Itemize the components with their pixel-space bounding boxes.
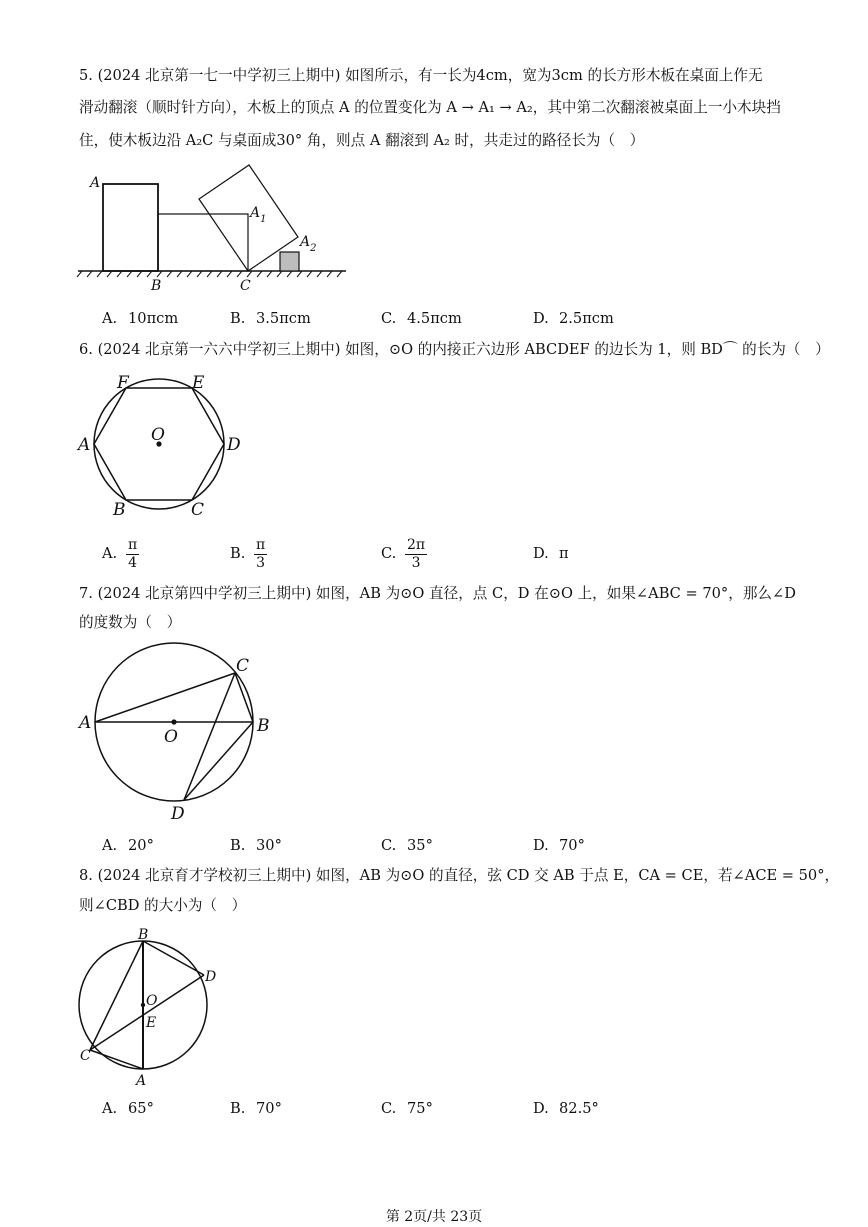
label-E: E [192,373,205,393]
label-D: D [205,969,217,985]
label-D: D [171,804,185,824]
label-A: A [136,1073,147,1089]
q5-option-c[interactable]: C. 4.5πcm [381,310,462,327]
label-E: E [146,1015,157,1031]
label-B: B [138,927,149,943]
label-A2: $A_2$ [300,234,317,254]
q7-line-2: 的度数为（ ） [79,614,182,631]
label-C: C [236,656,250,676]
q8-option-b[interactable]: B. 70° [230,1100,282,1117]
q8-options [0,1099,868,1129]
label-B: B [151,278,162,294]
q5-rolling-board-figure [70,160,360,300]
q5-option-a[interactable]: A. 10πcm [102,310,179,327]
q7-option-c[interactable]: C. 35° [381,837,433,854]
q5-options [0,309,868,339]
q8-option-d[interactable]: D. 82.5° [533,1100,599,1117]
q7-line-1: 7. (2024 北京第四中学初三上期中) 如图，AB 为⊙O 直径，点 C，D 在⊙O 上，如果∠ABC = 70°，那么∠D [79,585,796,602]
label-O: O [151,425,165,445]
q5-line-3: 住，使木板边沿 A₂C 与桌面成30° 角，则点 A 翻滚到 A₂ 时，共走过的路径长为（ ） [79,132,645,149]
q7-options [0,836,868,866]
label-C: C [191,500,205,520]
label-B: B [257,716,270,736]
q7-option-b[interactable]: B. 30° [230,837,282,854]
chord-AC [95,673,235,722]
center-point-O [171,719,176,724]
label-A: A [90,175,101,191]
q6-option-c[interactable]: C. $\frac{2\pi}{3}$ [381,537,426,571]
q8-line-1: 8. (2024 北京育才学校初三上期中) 如图，AB 为⊙O 的直径，弦 CD 交 AB 于点 E，CA = CE，若∠ACE = 50°， [79,867,840,884]
q6-option-a[interactable]: A. $\frac{\pi}{4}$ [102,537,138,571]
small-block [280,252,299,271]
q5-line-1: 5. (2024 北京第一七一中学初三上期中) 如图所示，有一长为4cm，宽为3cm 的长方形木板在桌面上作无 [79,67,763,84]
q7-option-d[interactable]: D. 70° [533,837,585,854]
q7-circle-figure [75,650,275,825]
q8-line-2: 则∠CBD 的大小为（ ） [79,897,247,914]
chord-CA [90,1050,143,1069]
q6-line-1: 6. (2024 北京第一六六中学初三上期中) 如图，⊙O 的内接正六边形 ABCDEF 的边长为 1，则 BD⌒ 的长为（ ） [79,341,830,358]
chord-CB [235,673,253,722]
q5-option-d[interactable]: D. 2.5πcm [533,310,614,327]
label-A1: $A_1$ [250,205,267,225]
label-A: A [79,713,92,733]
q6-option-d[interactable]: D. π [533,545,569,562]
chord-CB [90,941,143,1050]
q8-option-a[interactable]: A. 65° [102,1100,154,1117]
label-D: D [227,435,241,455]
q8-circle-figure [75,925,235,1090]
chord-BD [143,941,204,975]
label-B: B [113,500,126,520]
chord-CD [90,975,204,1050]
q6-option-b[interactable]: B. $\frac{\pi}{3}$ [230,537,266,571]
q6-options [0,537,868,571]
label-F: F [117,373,129,393]
label-A: A [78,435,91,455]
label-C: C [80,1048,91,1064]
label-O: O [164,727,178,747]
board-position-2 [158,214,248,271]
q8-option-c[interactable]: C. 75° [381,1100,433,1117]
label-C: C [240,278,251,294]
page-footer: 第 2页/共 23页 [385,1209,483,1225]
center-point-O [141,1003,145,1007]
label-O: O [146,993,158,1009]
q5-line-2: 滑动翻滚（顺时针方向），木板上的顶点 A 的位置变化为 A → A₁ → A₂，其中第二次翻滚被桌面上一小木块挡 [79,99,781,116]
q7-option-a[interactable]: A. 20° [102,837,154,854]
q6-hexagon-figure [75,368,255,528]
board-position-1 [103,184,158,271]
q5-option-b[interactable]: B. 3.5πcm [230,310,311,327]
